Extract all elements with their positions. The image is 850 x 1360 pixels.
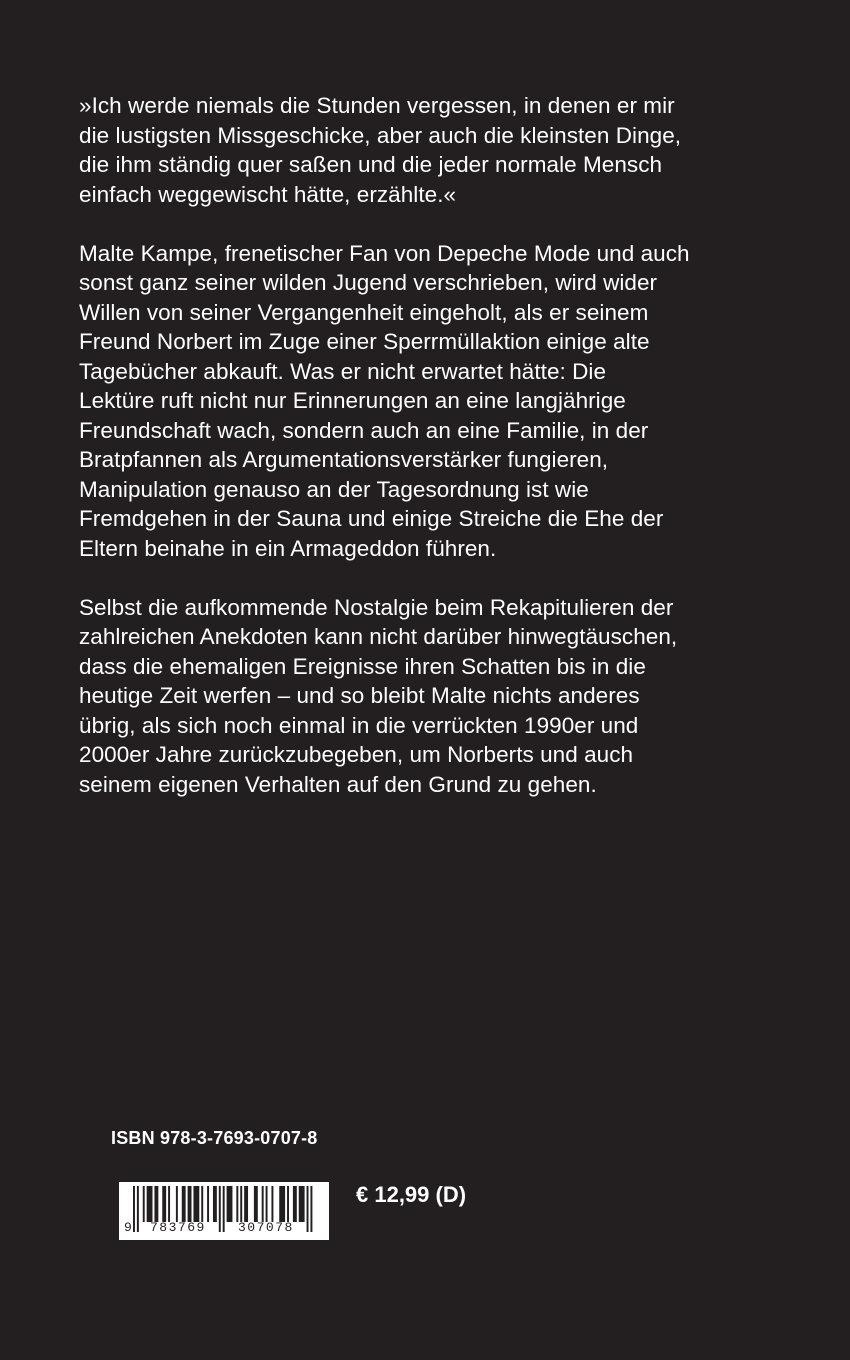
price-label: € 12,99 (D) bbox=[356, 1182, 467, 1207]
barcode-bar bbox=[240, 1186, 242, 1222]
blurb-quote-paragraph bbox=[79, 91, 739, 209]
text-line: Freundschaft wach, sondern auch an eine Familie, in der bbox=[79, 417, 649, 443]
text-line: Lektüre ruft nicht nur Erinnerungen an eine langjährige bbox=[79, 388, 626, 413]
text-line: Willen von seiner Vergangenheit eingeholt, als er seinem bbox=[79, 299, 649, 325]
barcode-bar bbox=[236, 1186, 238, 1222]
barcode-bar bbox=[176, 1186, 178, 1222]
barcode-bar bbox=[143, 1186, 145, 1222]
barcode-digits-right: 307078 bbox=[238, 1220, 294, 1235]
barcode-bar bbox=[162, 1186, 166, 1222]
text-line: Tagebücher abkauft. Was er nicht erwartet hätte: Die bbox=[79, 358, 607, 384]
barcode-bar bbox=[287, 1186, 289, 1222]
barcode-bar bbox=[188, 1186, 192, 1222]
blurb-text bbox=[79, 91, 739, 799]
barcode-bar bbox=[193, 1186, 199, 1222]
barcode-bar bbox=[147, 1186, 153, 1222]
barcode-bar bbox=[279, 1186, 285, 1222]
text-line: übrig, als sich noch einmal in die verrückten 1990er und bbox=[79, 712, 639, 738]
barcode-bar bbox=[262, 1186, 264, 1222]
text-line: Fremdgehen in der Sauna und einige Streiche die Ehe der bbox=[79, 506, 664, 531]
barcode-bar bbox=[154, 1186, 158, 1222]
barcode-digits bbox=[119, 1220, 329, 1238]
text-line: heutige Zeit werfen – und so bleibt Malte nichts anderes bbox=[79, 683, 640, 708]
text-line: einfach weggewischt hätte, erzählte.« bbox=[79, 181, 457, 207]
blurb-closing-paragraph bbox=[79, 593, 739, 800]
text-line: Freund Norbert im Zuge einer Sperrmüllaktion einige alte bbox=[79, 329, 650, 354]
barcode-bar bbox=[244, 1186, 248, 1222]
barcode-bar bbox=[201, 1186, 203, 1222]
barcode-bar bbox=[254, 1186, 258, 1222]
isbn-label: ISBN 978-3-7693-0707-8 bbox=[111, 1128, 318, 1148]
barcode-bar bbox=[299, 1186, 305, 1222]
barcode-bar bbox=[207, 1186, 209, 1222]
blurb-summary-paragraph bbox=[79, 239, 739, 564]
barcode-digit-first: 9 bbox=[124, 1220, 134, 1235]
text-line: die lustigsten Missgeschicke, aber auch die kleinsten Dinge, bbox=[79, 122, 682, 148]
barcode-digits-left: 783769 bbox=[150, 1220, 206, 1235]
barcode-bar bbox=[227, 1186, 233, 1222]
text-line: Malte Kampe, frenetischer Fan von Depeche Mode und auch bbox=[79, 240, 690, 266]
text-line: Selbst die aufkommende Nostalgie beim Rekapitulieren der bbox=[79, 594, 674, 620]
text-line: Manipulation genauso an der Tagesordnung ist wie bbox=[79, 476, 589, 502]
text-line: die ihm ständig quer saßen und die jeder normale Mensch bbox=[79, 152, 663, 177]
text-line: »Ich werde niemals die Stunden vergessen, in denen er mir bbox=[79, 93, 675, 118]
text-line: seinem eigenen Verhalten auf den Grund zu gehen. bbox=[79, 771, 597, 797]
barcode-bar bbox=[293, 1186, 297, 1222]
barcode-bar bbox=[213, 1186, 217, 1222]
barcode-bar bbox=[266, 1186, 268, 1222]
text-line: Bratpfannen als Argumentationsverstärker fungieren, bbox=[79, 447, 609, 472]
barcode-bar bbox=[182, 1186, 186, 1222]
barcode-bar bbox=[271, 1186, 273, 1222]
barcode bbox=[119, 1182, 329, 1240]
barcode-bar bbox=[168, 1186, 170, 1222]
text-line: sonst ganz seiner wilden Jugend verschrieben, wird wider bbox=[79, 270, 658, 295]
text-line: zahlreichen Anekdoten kann nicht darüber hinwegtäuschen, bbox=[79, 624, 678, 649]
text-line: 2000er Jahre zurückzubegeben, um Norberts und auch bbox=[79, 742, 634, 767]
text-line: Eltern beinahe in ein Armageddon führen. bbox=[79, 535, 497, 561]
text-line: dass die ehemaligen Ereignisse ihren Schatten bis in die bbox=[79, 653, 646, 679]
